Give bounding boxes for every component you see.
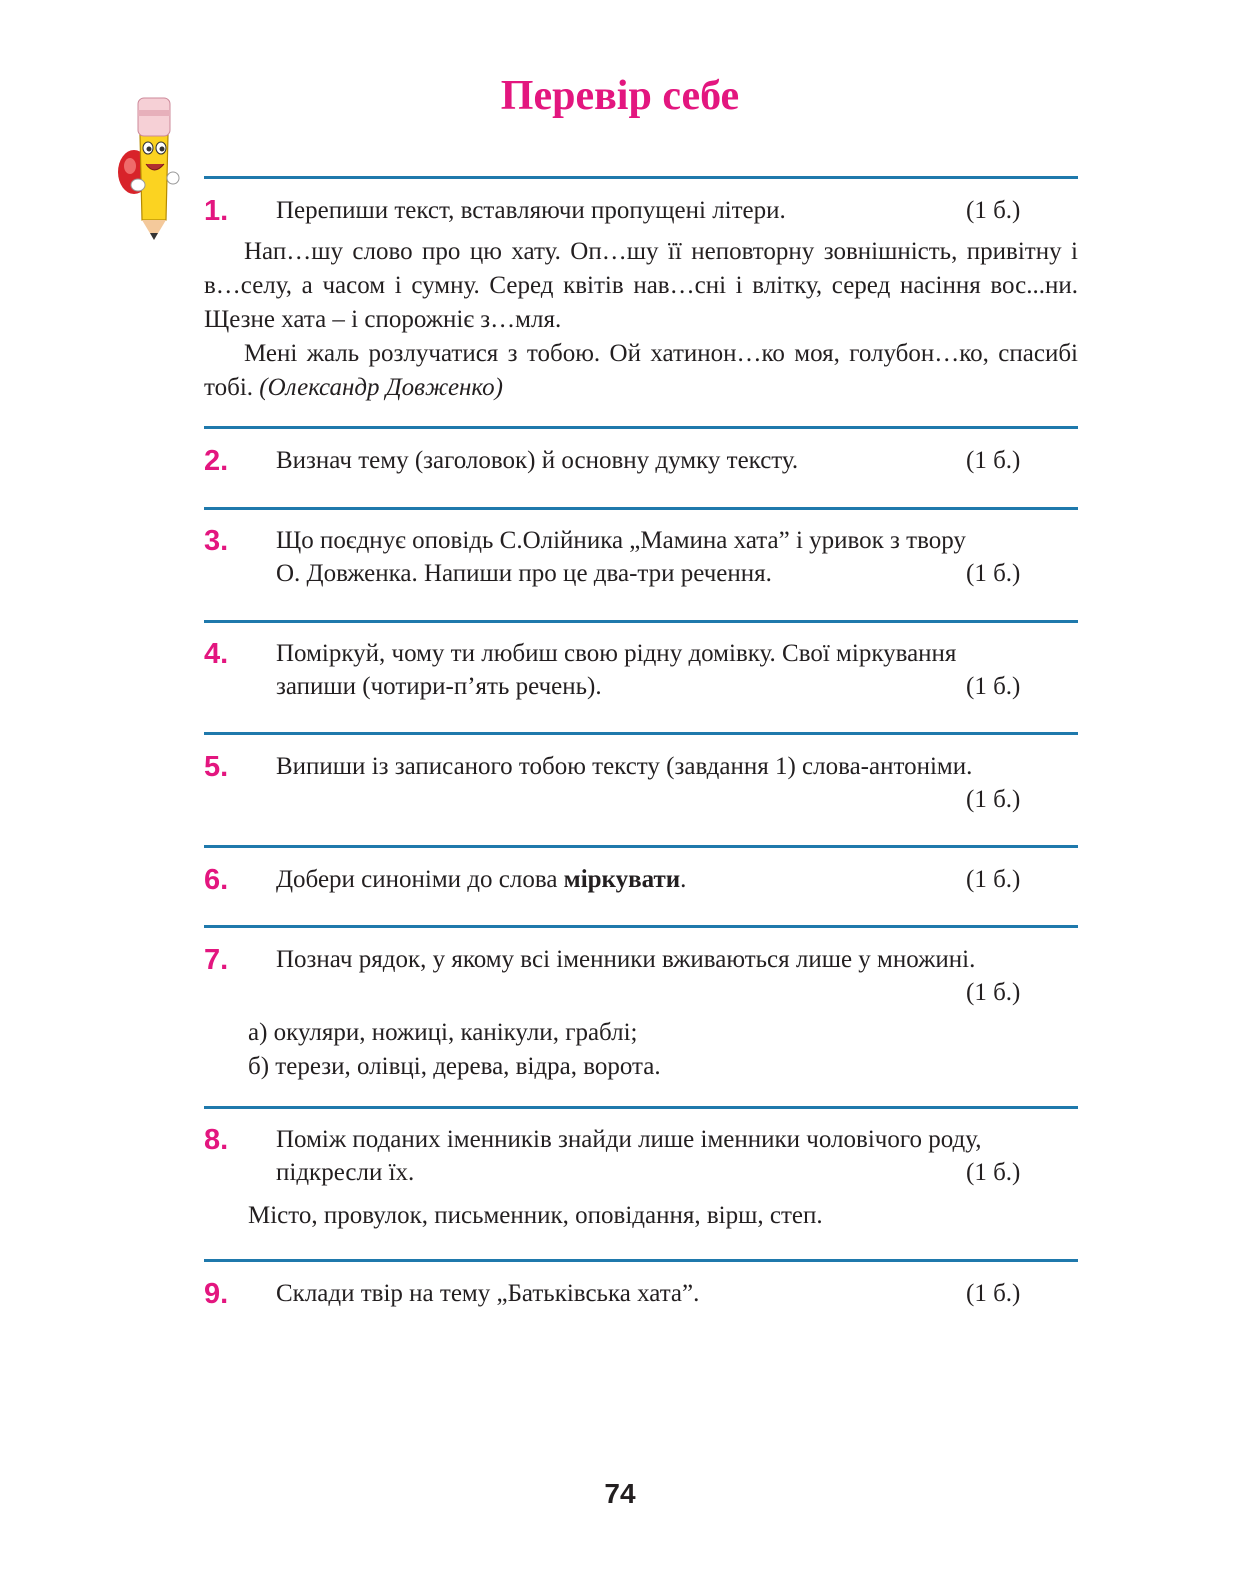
task-score: (1 б.)	[966, 866, 1021, 893]
task-score: (1 б.)	[966, 447, 1021, 474]
task-text-paragraph: Нап…шу слово про цю хату. Оп…шу її неповторну зовнішність, привітну і в…селу, а часом і сумну. Серед квітів нав…сні і влітку, серед насіння вос...ни. Щезне хата – і спорожніє з…мля.	[204, 238, 1078, 333]
task-instruction: Що поєднує оповідь С.Олійника „Мамина хата” і уривок з твору	[276, 527, 966, 554]
section-divider	[204, 1259, 1078, 1262]
section-divider	[204, 1106, 1078, 1109]
section-divider	[204, 426, 1078, 429]
task-number: 2.	[204, 445, 229, 477]
task-instruction: Визнач тему (заголовок) й основну думку тексту.	[276, 447, 799, 474]
task-score: (1 б.)	[966, 197, 1021, 224]
task-number: 3.	[204, 525, 229, 557]
task-instruction: Випиши із записаного тобою тексту (завдання 1) слова-антоніми.	[276, 753, 973, 780]
section-divider	[204, 732, 1078, 735]
task-number: 1.	[204, 195, 229, 227]
task-instruction: запиши (чотири-п’ять речень).	[276, 673, 602, 700]
task-instruction: Перепиши текст, вставляючи пропущені літери.	[276, 197, 786, 224]
key-word: міркувати	[563, 866, 681, 893]
instruction-text: .	[680, 866, 687, 893]
task-score: (1 б.)	[966, 979, 1021, 1006]
section-divider	[204, 176, 1078, 179]
task-number: 8.	[204, 1124, 229, 1156]
section-divider	[204, 507, 1078, 510]
task-instruction: Поміркуй, чому ти любиш свою рідну домівку. Свої міркування	[276, 640, 957, 667]
answer-option: б) терези, олівці, дерева, відра, ворота.	[248, 1053, 661, 1080]
pencil-mascot-icon	[116, 80, 188, 245]
task-number: 6.	[204, 864, 229, 896]
task-number: 9.	[204, 1278, 229, 1310]
task-instruction: О. Довженка. Напиши про це два-три речення.	[276, 560, 772, 587]
task-score: (1 б.)	[966, 1159, 1021, 1186]
page-title: Перевір себе	[500, 73, 740, 119]
section-divider	[204, 620, 1078, 623]
section-divider	[204, 845, 1078, 848]
task-number: 4.	[204, 638, 229, 670]
task-instruction: Познач рядок, у якому всі іменники вживаються лише у множині.	[276, 946, 976, 973]
section-divider	[204, 925, 1078, 928]
task-text-paragraph	[204, 337, 1078, 405]
task-instruction: підкресли їх.	[276, 1159, 415, 1186]
task-score: (1 б.)	[966, 673, 1021, 700]
task-instruction: Склади твір на тему „Батьківська хата”.	[276, 1280, 700, 1307]
task-score: (1 б.)	[966, 560, 1021, 587]
author-attribution: (Олександр Довженко)	[259, 374, 504, 401]
paragraph-text: Мені жаль розлучатися з тобою. Ой хатинон…ко моя, голубон…ко, спасибі тобі.	[204, 340, 1078, 401]
instruction-text: Добери синоніми до слова	[276, 866, 564, 893]
task-instruction: Поміж поданих іменників знайди лише іменники чоловічого роду,	[276, 1126, 982, 1153]
answer-option: а) окуляри, ножиці, канікули, граблі;	[248, 1019, 638, 1046]
task-number: 5.	[204, 751, 229, 783]
task-score: (1 б.)	[966, 1280, 1021, 1307]
word-list: Місто, провулок, письменник, оповідання, вірш, степ.	[248, 1202, 823, 1229]
task-number: 7.	[204, 944, 229, 976]
task-score: (1 б.)	[966, 786, 1021, 813]
page-number: 74	[604, 1478, 636, 1509]
task-instruction	[276, 863, 686, 897]
